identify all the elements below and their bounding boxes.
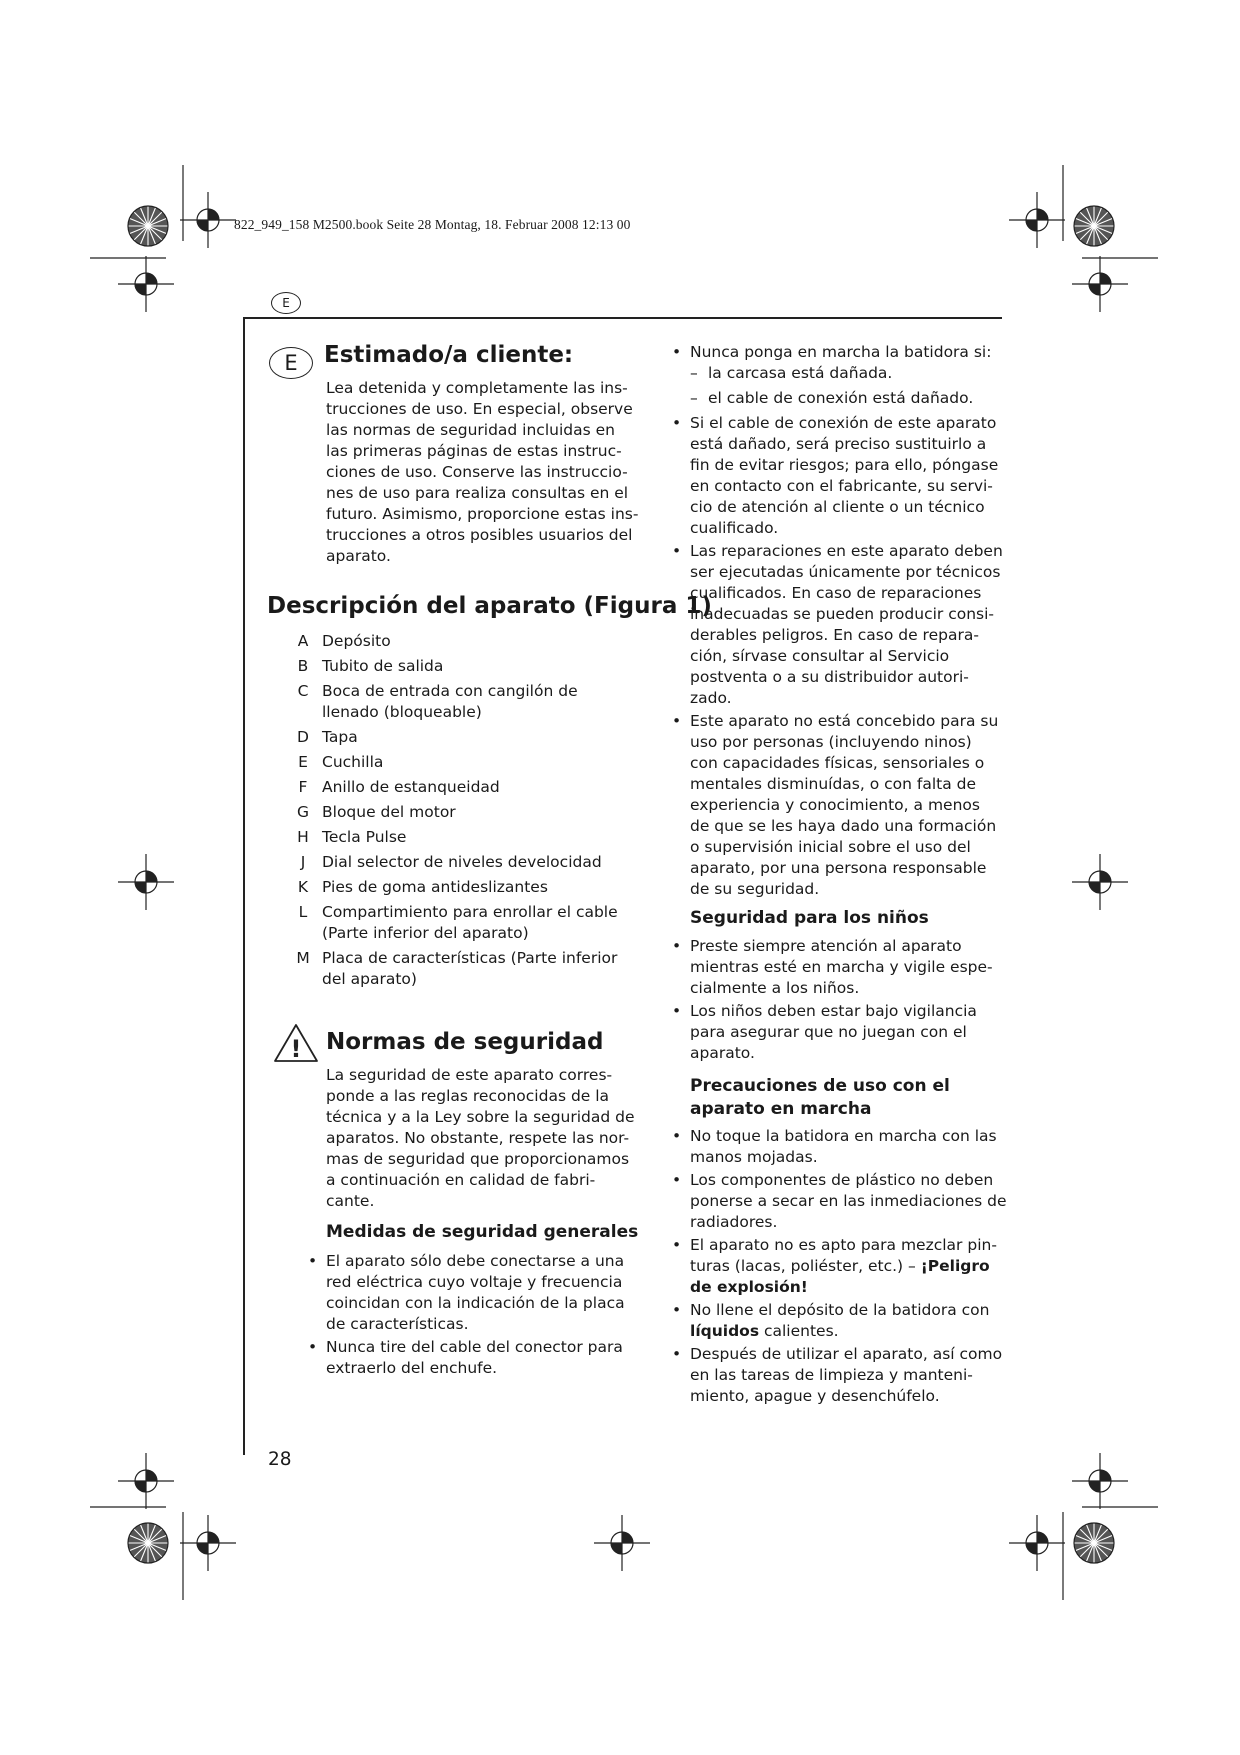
list-item: • Preste siempre atención al aparato mientras esté en marcha y vigile espe- cialmente a los niños. (672, 936, 993, 999)
legend-item: C Boca de entrada con cangilón de llenado (bloqueable) (297, 682, 578, 721)
children-safety-title: Seguridad para los niños (690, 908, 929, 928)
registration-mark (594, 1515, 650, 1571)
legend-item: B Tubito de salida (297, 657, 444, 675)
registration-mark (1009, 1515, 1065, 1571)
list-item: • No llene el depósito de la batidora con líquidos calientes. (672, 1300, 1007, 1342)
legend-item: K Pies de goma antideslizantes (297, 878, 548, 896)
list-item: • Los niños deben estar bajo vigilancia para asegurar que no juegan con el aparato. (672, 1001, 993, 1064)
safety-intro-text: La seguridad de este aparato corres- ponde a las reglas reconocidas de la técnica y a la Ley sobre la seguridad de aparatos. No obstante, respete las nor- mas de seguridad que proporcionamos a continuación en calidad de fabri- cante. (326, 1066, 635, 1210)
registration-mark (1009, 192, 1065, 248)
list-item: • Nunca tire del cable del conector para extraerlo del enchufe. (308, 1337, 625, 1379)
margin-rule (243, 317, 245, 1455)
registration-mark (180, 192, 236, 248)
legend-item: J Dial selector de niveles develocidad (300, 853, 602, 871)
intro-text: Lea detenida y completamente las ins- trucciones de uso. En especial, observe las normas de seguridad incluidas en las primeras páginas de estas instruc- ciones de uso. Conserve las instruccio- nes de uso para realiza consultas en el futuro. Asimismo, proporcione estas ins- trucciones a otros posibles usuarios del aparato. (326, 379, 639, 565)
legend-item: M Placa de características (Parte inferior del aparato) (296, 949, 618, 988)
legend-item: H Tecla Pulse (297, 828, 407, 846)
precautions-list (672, 1126, 1007, 1407)
list-item: • No toque la batidora en marcha con las manos mojadas. (672, 1126, 1007, 1168)
children-safety-list (672, 936, 993, 1064)
registration-mark (180, 1515, 236, 1571)
legend-item: E Cuchilla (298, 753, 384, 771)
registration-mark (118, 854, 174, 910)
legend-item: A Depósito (297, 632, 391, 650)
page-number: 28 (268, 1449, 292, 1470)
general-safety-list (308, 1251, 625, 1379)
star-target-top-left (128, 206, 168, 246)
header-rule (243, 317, 1002, 319)
safety-title: Normas de seguridad (326, 1029, 604, 1055)
list-item: • Nunca ponga en marcha la batidora si: (672, 342, 1003, 363)
svg-text:!: ! (290, 1035, 302, 1063)
list-item: • El aparato sólo debe conectarse a una red eléctrica cuyo voltaje y frecuencia coincidan con la indicación de la placa de características. (308, 1251, 625, 1335)
legend-item: L Compartimiento para enrollar el cable (Parte inferior del aparato) (298, 903, 618, 942)
registration-mark (1072, 256, 1128, 312)
registration-mark (1072, 854, 1128, 910)
registration-mark (118, 256, 174, 312)
star-target-top-right (1074, 206, 1114, 246)
description-title: Descripción del aparato (Figura 1) (267, 593, 712, 619)
star-target-bottom-left (128, 1523, 168, 1563)
language-marker: E (269, 347, 313, 379)
legend-item: D Tapa (297, 728, 358, 746)
precautions-title: Precauciones de uso con el aparato en marcha (690, 1076, 950, 1119)
registration-mark (118, 1453, 174, 1509)
warning-triangle-icon (273, 1023, 319, 1063)
right-column-text (672, 342, 1003, 900)
list-item: • El aparato no es apto para mezclar pin- turas (lacas, poliéster, etc.) – ¡Peligro de explosión! (672, 1235, 1007, 1298)
legend-item: F Anillo de estanqueidad (298, 778, 500, 796)
list-item: • Si el cable de conexión de este aparato está dañado, será preciso sustituirlo a fin de evitar riesgos; para ello, póngase en contacto con el fabricante, su servi- cio de atención al cliente o un técnico cualificado. (672, 413, 1003, 539)
star-target-bottom-right (1074, 1523, 1114, 1563)
language-marker-small: E (271, 292, 301, 314)
registration-mark (1072, 1453, 1128, 1509)
list-item: • Después de utilizar el aparato, así como en las tareas de limpieza y manteni- miento, apague y desenchúfelo. (672, 1344, 1007, 1407)
sub-item: – la carcasa está dañada. (690, 363, 1003, 384)
list-item: • Este aparato no está concebido para su uso por personas (incluyendo ninos) con capacidades físicas, sensoriales o mentales disminuídas, o con falta de experiencia y conocimiento, a menos de que se les haya dado una formación o supervisión inicial sobre el uso del aparato, por una persona responsable de su seguridad. (672, 711, 1003, 900)
intro-title: Estimado/a cliente: (324, 342, 574, 368)
list-item: • Las reparaciones en este aparato deben ser ejecutadas únicamente por técnicos cualificados. En caso de reparaciones inadecuadas se pueden producir consi- derables peligros. En caso de repara- ción, sírvase consultar al Servicio postventa o a su distribuidor autori- zado. (672, 541, 1003, 709)
general-safety-title: Medidas de seguridad generales (326, 1222, 639, 1242)
sub-item: – el cable de conexión está dañado. (690, 388, 1003, 409)
parts-legend (293, 631, 618, 990)
list-item: • Los componentes de plástico no deben ponerse a secar en las inmediaciones de radiadores. (672, 1170, 1007, 1233)
file-header-line: 822_949_158 M2500.book Seite 28 Montag, 18. Februar 2008 12:13 00 (234, 217, 631, 232)
legend-item: G Bloque del motor (296, 803, 456, 821)
